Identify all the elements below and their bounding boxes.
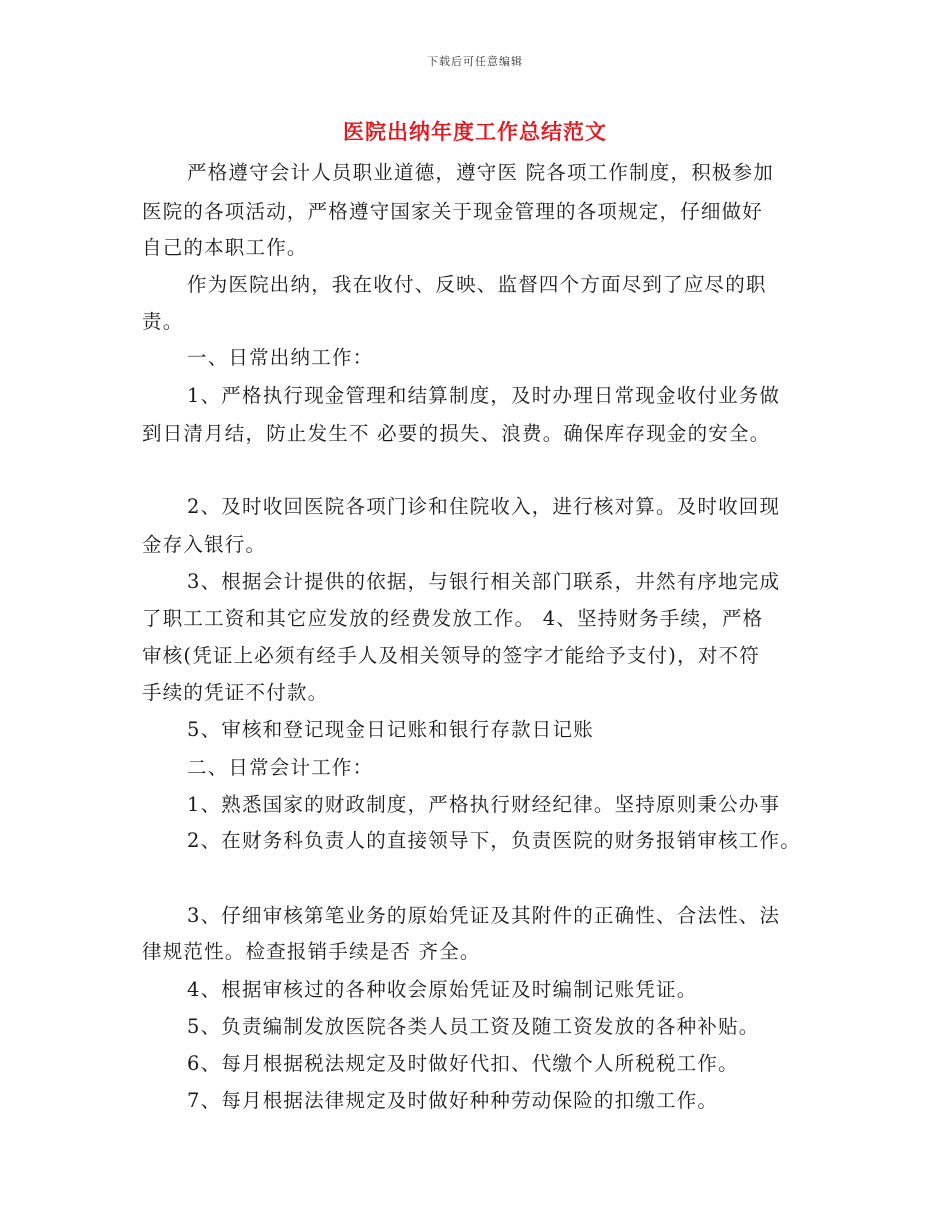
paragraph-line: 3、根据会计提供的依据，与银行相关部门联系，井然有序地完成 bbox=[187, 570, 781, 593]
paragraph-line: 自己的本职工作。 bbox=[142, 236, 308, 259]
paragraph-line: 5、审核和登记现金日记账和银行存款日记账 bbox=[187, 718, 594, 741]
paragraph-line: 4、根据审核过的各种收会原始凭证及时编制记账凭证。 bbox=[187, 978, 698, 1001]
paragraph-line: 7、每月根据法律规定及时做好种种劳动保险的扣缴工作。 bbox=[187, 1089, 719, 1112]
paragraph-line: 到日清月结，防止发生不 必要的损失、浪费。确保库存现金的安全。 bbox=[142, 422, 771, 445]
paragraph-line: 作为医院出纳，我在收付、反映、监督四个方面尽到了应尽的职 bbox=[187, 273, 767, 296]
paragraph-line: 责。 bbox=[142, 310, 184, 333]
paragraph-line: 律规范性。检查报销手续是否 齐全。 bbox=[142, 940, 481, 963]
paragraph-line: 一、日常出纳工作： bbox=[187, 346, 374, 369]
paragraph-line: 6、每月根据税法规定及时做好代扣、代缴个人所税税工作。 bbox=[187, 1052, 739, 1075]
paragraph-line: 二、日常会计工作： bbox=[187, 756, 374, 779]
paragraph-line: 1、熟悉国家的财政制度，严格执行财经纪律。坚持原则秉公办事 bbox=[187, 793, 781, 816]
paragraph-line: 审核(凭证上必须有经手人及相关领导的签字才能给予支付)，对不符 bbox=[142, 644, 760, 667]
paragraph-line: 3、仔细审核第笔业务的原始凭证及其附件的正确性、合法性、法 bbox=[187, 904, 781, 927]
paragraph-line: 医院的各项活动，严格遵守国家关于现金管理的各项规定，仔细做好 bbox=[142, 200, 764, 223]
paragraph-line: 手续的凭证不付款。 bbox=[142, 681, 329, 704]
document-title: 医院出纳年度工作总结范文 bbox=[343, 119, 607, 144]
paragraph-line: 金存入银行。 bbox=[142, 533, 267, 556]
paragraph-line: 2、在财务科负责人的直接领导下，负责医院的财务报销审核工作。 bbox=[187, 829, 801, 852]
paragraph-line: 5、负责编制发放医院各类人员工资及随工资发放的各种补贴。 bbox=[187, 1015, 760, 1038]
paragraph-line: 了职工工资和其它应发放的经费发放工作。 4、坚持财务手续，严格 bbox=[142, 607, 764, 630]
page-header: 下载后可任意编辑 bbox=[427, 55, 523, 68]
paragraph-line: 1、严格执行现金管理和结算制度，及时办理日常现金收付业务做 bbox=[187, 384, 781, 407]
paragraph-line: 2、及时收回医院各项门诊和住院收入，进行核对算。及时收回现 bbox=[187, 495, 781, 518]
paragraph-line: 严格遵守会计人员职业道德，遵守医 院各项工作制度，积极参加 bbox=[187, 161, 774, 184]
